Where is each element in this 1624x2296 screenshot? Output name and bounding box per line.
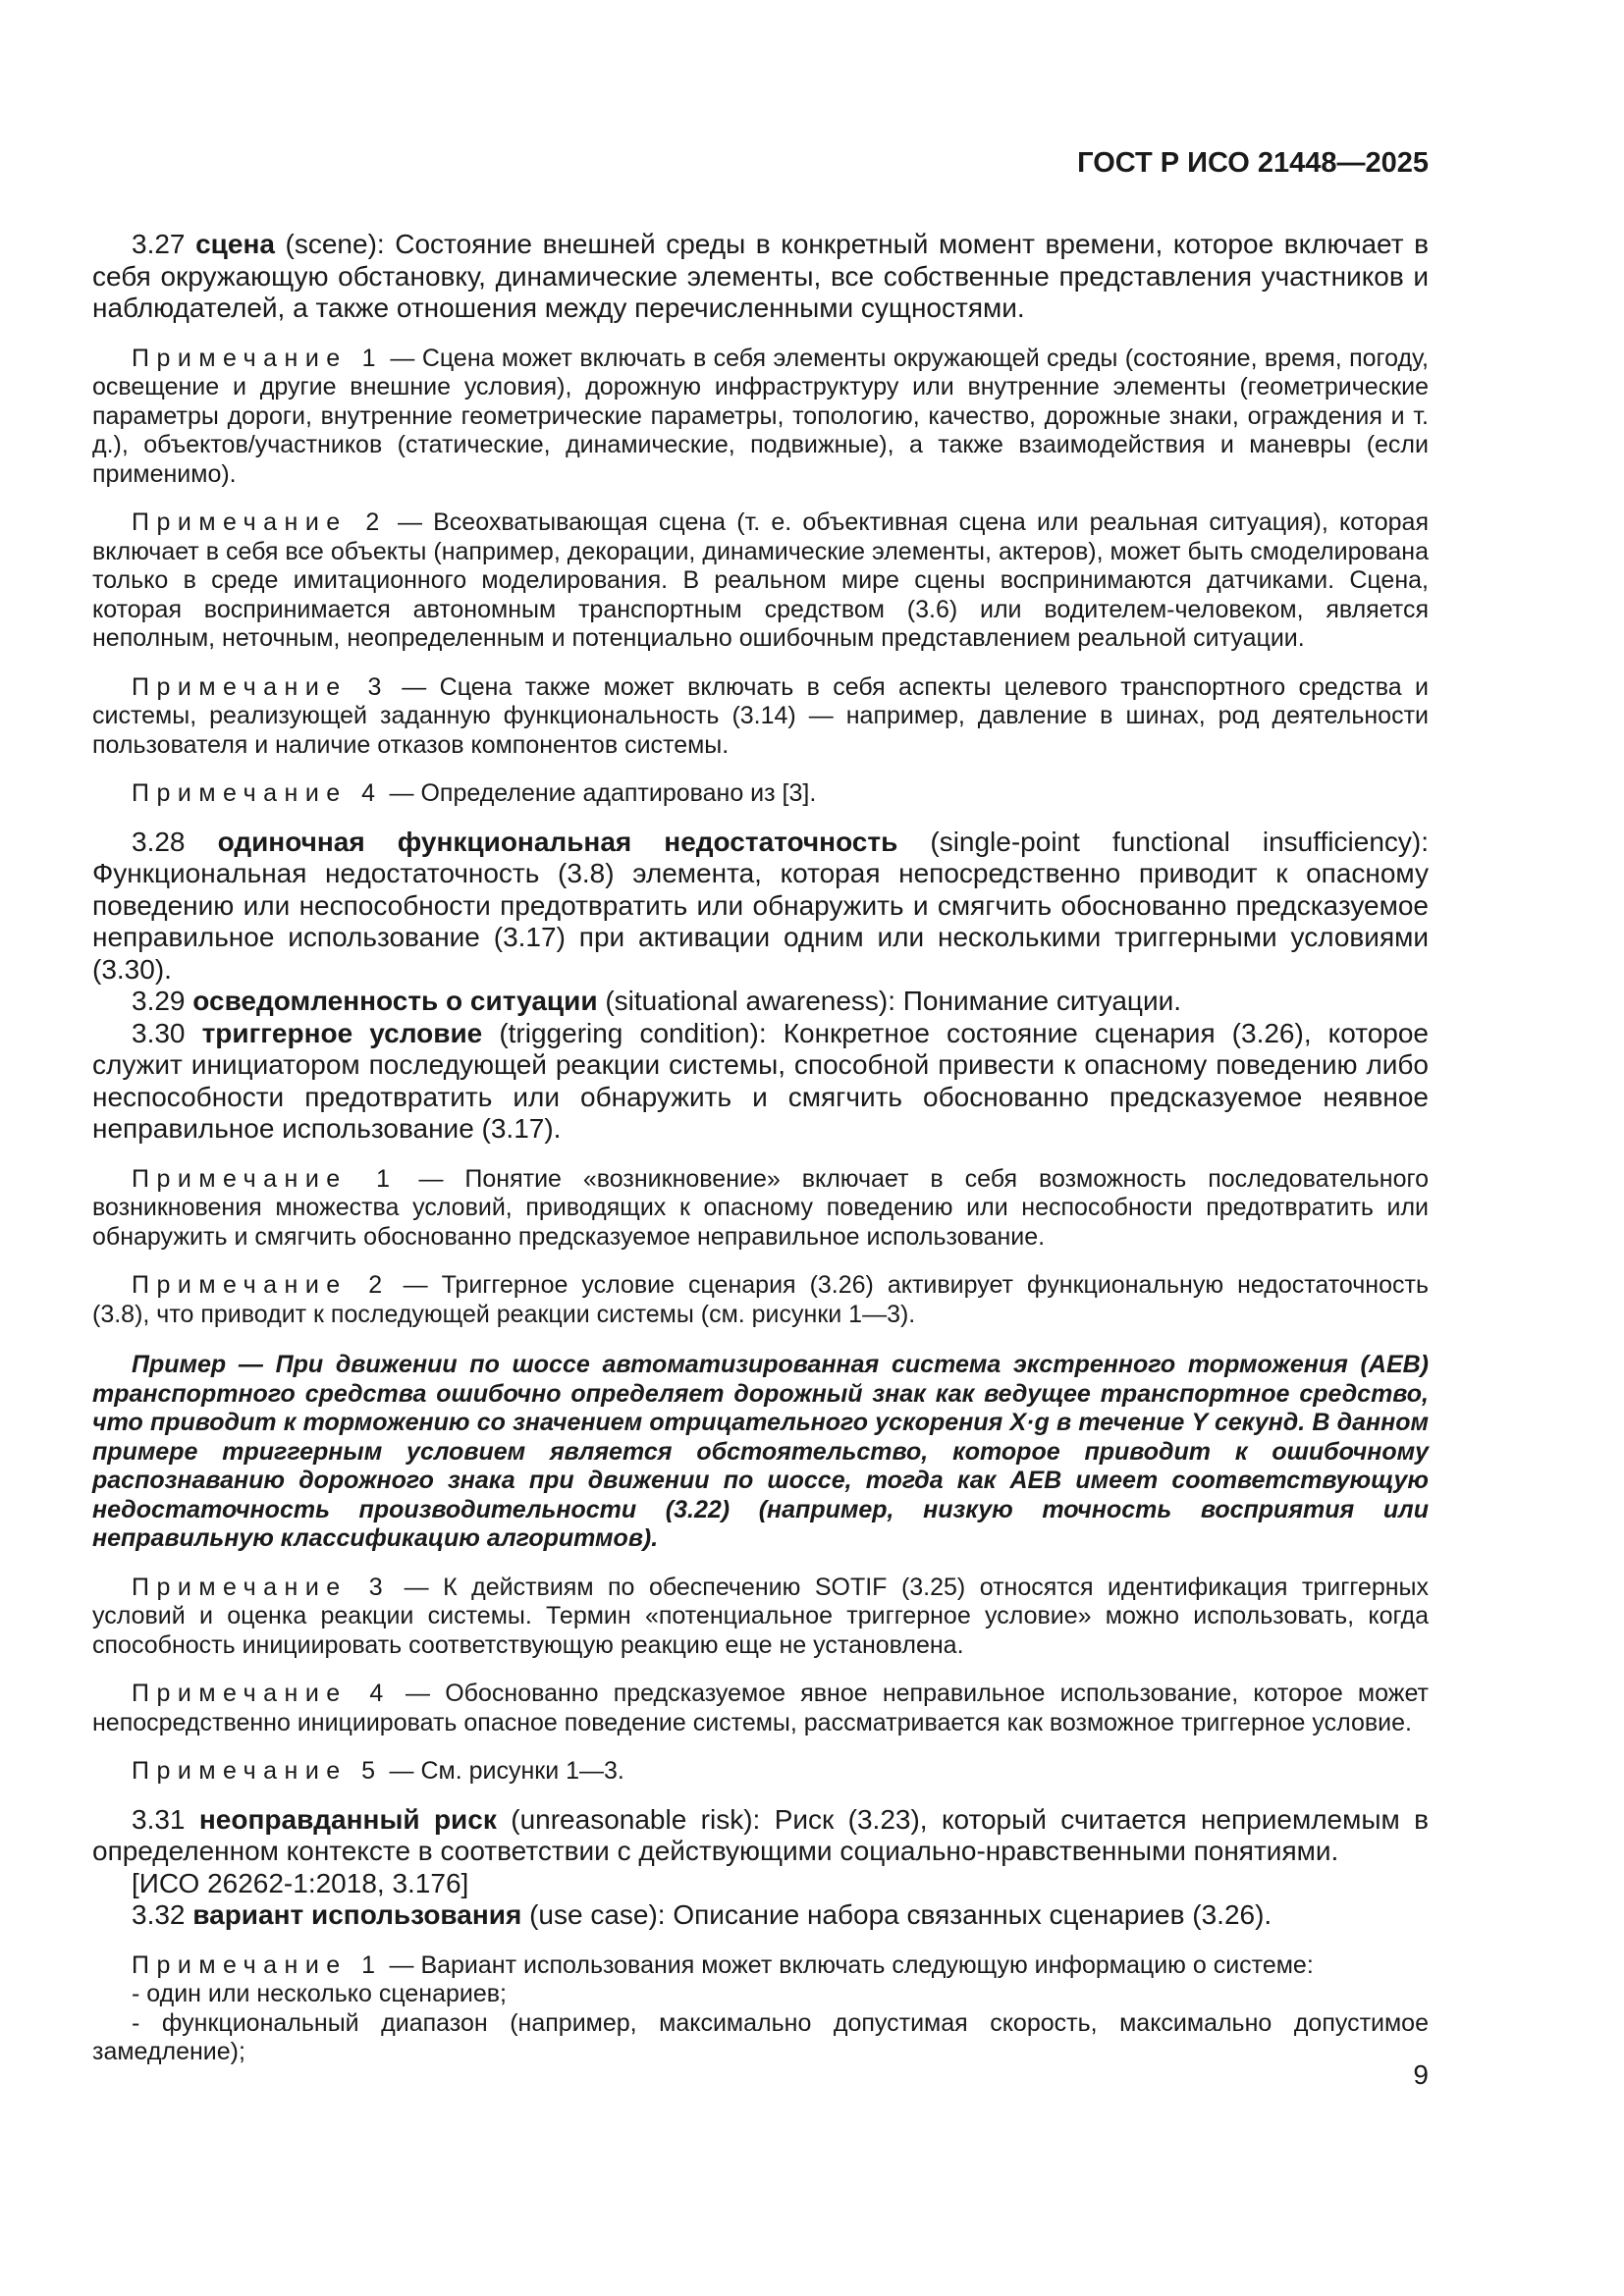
term-title: вариант использования [192,1899,522,1930]
standard-code: ГОСТ Р ИСО 21448—2025 [1077,147,1429,179]
note-label: Примечание 3 [132,672,389,701]
term-title: одиночная функциональная недостаточность [217,826,898,857]
note-text: — Сцена может включать в себя элементы окружающей среды (состояние, время, погоду, освещение и другие внешние условия), дорожную инфраструктуру или внутренние элементы (геометрические параметры дороги, внутренние геометрические параметры, топологию, качество, дорожные знаки, ограждения и т. д.), объектов/участников (статические, динамические, подвижные), а также взаимодействия и маневры (если применимо). [92,344,1429,488]
list-item-text: - функциональный диапазон (например, максимально допустимая скорость, максимально допустимое замедление); [92,2008,1429,2065]
example-3-30 [92,1351,1429,1554]
reference-iso-26262 [92,1868,1429,1900]
page-content [92,0,1429,2067]
note-3-32-1-item-2 [92,2009,1429,2067]
note-3-32-1-item-1 [92,1980,1429,2009]
term-title: неоправданный риск [198,1803,497,1835]
note-3-30-4 [92,1680,1429,1737]
page-number: 9 [1413,2059,1429,2090]
list-item-text: - один или несколько сценариев; [132,1980,508,2007]
term-3-29 [92,986,1429,1018]
note-3-27-4 [92,779,1429,809]
term-definition: (scene): Состояние внешней среды в конкретный момент времени, которое включает в себя окружающую обстановку, динамические элементы, все собственные представления участников и наблюдателей, а также отношения между перечисленными сущностями. [92,229,1429,323]
example-text: Пример — При движении по шоссе автоматизированная система экстренного торможения (АЕВ) транспортного средства ошибочно определяет дорожный знак как ведущее транспортное средство, что приводит к торможению со значением отрицательного ускорения X·g в течение Y секунд. В данном примере триггерным условием является обстоятельство, которое приводит к ошибочному распознаванию дорожного знака при движении по шоссе, тогда как АЕВ имеет соответствующую недостаточность производительности (3.22) (например, низкую точность восприятия или неправильную классификацию алгоритмов). [92,1351,1429,1552]
note-label: Примечание 1 [132,1950,383,1979]
note-label: Примечание 2 [132,1271,390,1299]
term-3-27 [92,229,1429,325]
term-number: 3.29 [132,986,193,1016]
term-3-28 [92,827,1429,987]
note-label: Примечание 4 [132,1680,391,1707]
note-3-30-3 [92,1574,1429,1661]
note-text: — Определение адаптировано из [3]. [382,779,817,807]
term-title: триггерное условие [201,1017,483,1048]
term-definition: (triggering condition): Конкретное состояние сценария (3.26), которое служит инициатором последующей реакции системы, способной привести к опасному поведению либо неспособности предотвратить или обнаружить и смягчить обоснованно предсказуемое неявное неправильное использование (3.17). [92,1017,1429,1144]
reference-text: [ИСО 26262-1:2018, 3.176] [132,1867,469,1898]
note-label: Примечание 3 [132,1573,391,1601]
note-3-30-1 [92,1165,1429,1253]
term-number: 3.27 [132,229,196,259]
term-definition: (unreasonable risk): Риск (3.23), который считается неприемлемым в определенном контексте в соответствии с действующими социально-нравственными понятиями. [92,1803,1429,1866]
term-number: 3.30 [132,1017,202,1048]
note-text: — Сцена также может включать в себя аспекты целевого транспортного средства и системы, реализующей заданную функциональность (3.14) — например, давление в шинах, род деятельности пользователя и наличие отказов компонентов системы. [92,672,1429,759]
term-3-30 [92,1018,1429,1146]
term-definition: (situational awareness): Понимание ситуации. [597,986,1182,1016]
note-3-32-1 [92,1951,1429,1981]
note-text: — Всеохватывающая сцена (т. е. объективная сцена или реальная ситуация), которая включает в себя все объекты (например, декорации, динамические элементы, актеров), может быть смоделирована только в среде имитационного моделирования. В реальном мире сцены воспринимаются датчиками. Сцена, которая воспринимается автономным транспортным средством (3.6) или водителем-человеком, является неполным, неточным, неопределенным и потенциально ошибочным представлением реальной ситуации. [92,508,1429,652]
note-text: — Вариант использования может включать следующую информацию о системе: [382,1950,1314,1979]
term-number: 3.32 [132,1899,193,1930]
note-label: Примечание 5 [132,1757,383,1785]
term-title: сцена [195,229,275,259]
note-3-30-5 [92,1757,1429,1787]
term-3-32 [92,1899,1429,1932]
note-label: Примечание 1 [132,344,384,372]
note-label: Примечание 1 [132,1164,398,1193]
note-text: — Понятие «возникновение» включает в себя возможность последовательного возникновения множества условий, приводящих к опасному поведению или неспособности предотвратить или обнаружить и смягчить обоснованно предсказуемое неправильное использование. [92,1164,1429,1251]
note-3-27-3 [92,673,1429,761]
term-number: 3.28 [132,826,218,857]
note-label: Примечание 2 [132,508,387,536]
note-label: Примечание 4 [132,779,383,807]
term-title: осведомленность о ситуации [192,986,598,1016]
note-text: — Обоснованно предсказуемое явное неправильное использование, которое может непосредственно инициировать опасное поведение системы, рассматривается как возможное триггерное условие. [92,1680,1429,1736]
note-text: — К действиям по обеспечению SOTIF (3.25) относятся идентификация триггерных условий и оценка реакции системы. Термин «потенциальное триггерное условие» можно использовать, когда способность инициировать соответствующую реакцию еще не установлена. [92,1573,1429,1659]
note-3-27-1 [92,345,1429,490]
term-definition: (use case): Описание набора связанных сценариев (3.26). [521,1899,1272,1930]
term-number: 3.31 [132,1803,199,1835]
note-text: — См. рисунки 1—3. [382,1757,624,1785]
term-3-31 [92,1804,1429,1868]
term-definition: (single-point functional insufficiency): Функциональная недостаточность (3.8) элемента, которая непосредственно приводит к опасному поведению или неспособности предотвратить или обнаружить и смягчить обоснованно предсказуемое неправильное использование (3.17) при активации одним или несколькими триггерными условиями (3.30). [92,826,1429,985]
note-3-30-2 [92,1271,1429,1329]
note-text: — Триггерное условие сценария (3.26) активирует функциональную недостаточность (3.8), что приводит к последующей реакции системы (см. рисунки 1—3). [92,1271,1429,1328]
note-3-27-2 [92,508,1429,654]
document-header [92,147,1429,180]
